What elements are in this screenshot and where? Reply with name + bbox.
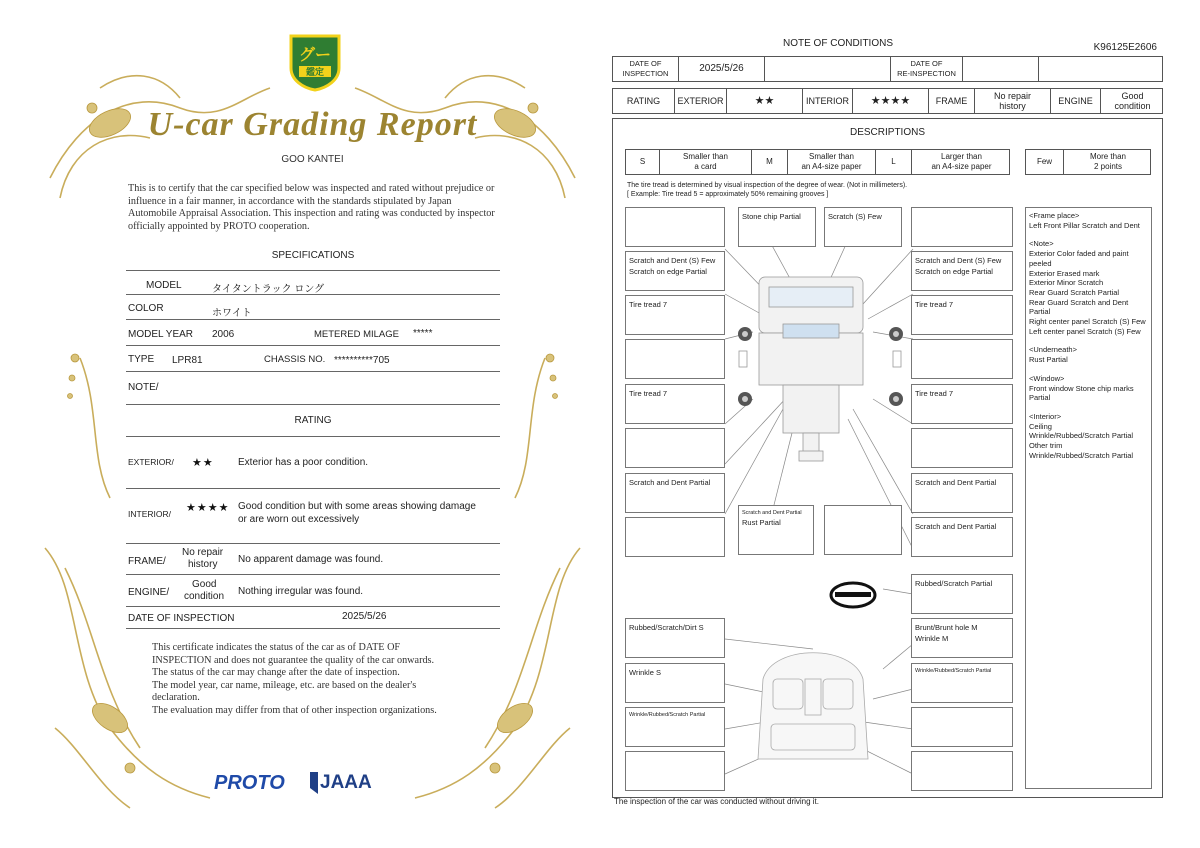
frame-value-2: history bbox=[188, 559, 218, 570]
frame-value-1: No repair bbox=[182, 547, 224, 558]
condition-box bbox=[911, 339, 1013, 379]
row-model-year bbox=[126, 320, 500, 346]
exterior-label: EXTERIOR bbox=[675, 89, 727, 113]
box-text: Tire tread 7 bbox=[915, 389, 954, 398]
box-text: Rust Partial bbox=[742, 518, 781, 527]
box-text: Tire tread 7 bbox=[629, 300, 668, 309]
box-text: Rubbed/Scratch Partial bbox=[915, 579, 993, 588]
box-text: Rubbed/Scratch/Dirt S bbox=[629, 623, 704, 632]
note-line: Left Front Pillar Scratch and Dent bbox=[1029, 220, 1140, 230]
legend-s-desc-2: a card bbox=[694, 162, 717, 171]
box-text: Stone chip Partial bbox=[742, 212, 801, 221]
interior-desc-1: Good condition but with some areas showing damage bbox=[238, 501, 476, 512]
interior-desc-2: or are worn out excessively bbox=[238, 514, 360, 525]
box-text: Brunt/Brunt hole M bbox=[915, 623, 978, 632]
legend-few: Few bbox=[1026, 150, 1064, 174]
footer-line: INSPECTION and does not guarantee the quality of the car onwards. bbox=[152, 654, 435, 666]
frame-value-1: No repair bbox=[993, 91, 1031, 101]
mileage-value: ***** bbox=[413, 328, 433, 339]
note-line: Front window Stone chip marks Partial bbox=[1029, 383, 1134, 403]
note-heading: <Underneath> bbox=[1029, 345, 1077, 355]
footer-line: This certificate indicates the status of the car as of DATE OF bbox=[152, 642, 401, 653]
note-line: Rear Guard Scratch Partial bbox=[1029, 287, 1120, 297]
grading-certificate bbox=[40, 28, 585, 828]
svg-text:グー: グー bbox=[298, 47, 332, 64]
row-color bbox=[126, 295, 500, 320]
box-text: Wrinkle M bbox=[915, 634, 949, 643]
type-value: LPR81 bbox=[172, 355, 203, 366]
goo-kantei-badge-icon bbox=[287, 32, 343, 92]
condition-box bbox=[911, 618, 1013, 658]
underneath-group bbox=[1029, 345, 1148, 364]
engine-value-2: condition bbox=[1114, 101, 1151, 111]
engine-value-1: Good bbox=[1121, 91, 1144, 101]
legend-s: S bbox=[626, 150, 660, 174]
condition-box bbox=[824, 207, 902, 247]
tire-note-1: The tire tread is determined by visual inspection of the degree of wear. (Not in millimeters). bbox=[627, 182, 908, 189]
condition-box bbox=[625, 207, 725, 247]
date-inspection-label-1: DATE OF bbox=[629, 59, 662, 68]
note-of-conditions bbox=[610, 30, 1165, 820]
legend-few-desc bbox=[1064, 150, 1152, 174]
row-type bbox=[126, 346, 500, 372]
frame-desc: No apparent damage was found. bbox=[238, 554, 384, 565]
reinspection-label-1: DATE OF bbox=[910, 59, 943, 68]
box-text: Tire tread 7 bbox=[629, 389, 668, 398]
condition-box bbox=[911, 207, 1013, 247]
box-text: Scratch and Dent Partial bbox=[915, 478, 997, 487]
note-line: Other trim bbox=[1029, 441, 1063, 451]
row-engine bbox=[126, 575, 500, 607]
condition-box bbox=[911, 251, 1013, 291]
date-empty-1 bbox=[765, 57, 891, 81]
tire-note-2: [ Example: Tire tread 5 = approximately 50% remaining grooves ] bbox=[627, 191, 829, 198]
legend-m-desc-1: Smaller than bbox=[809, 152, 854, 161]
engine-value-2: condition bbox=[184, 591, 225, 602]
row-interior bbox=[126, 489, 500, 544]
box-text: Wrinkle S bbox=[629, 668, 661, 677]
legend-few-desc-2: 2 points bbox=[1093, 162, 1123, 171]
inspection-footnote: The inspection of the car was conducted without driving it. bbox=[614, 797, 819, 806]
box-text: Tire tread 7 bbox=[915, 300, 954, 309]
date-table bbox=[612, 56, 1163, 82]
footer-line: The model year, car name, mileage, etc. are based on the dealer's bbox=[152, 679, 417, 691]
condition-box bbox=[625, 751, 725, 791]
type-label: TYPE bbox=[128, 354, 155, 365]
svg-text:鑑定: 鑑定 bbox=[305, 67, 325, 77]
condition-box bbox=[625, 473, 725, 513]
certificate-subtitle: GOO KANTEI bbox=[281, 154, 344, 165]
mileage-label: METERED MILAGE bbox=[314, 329, 399, 340]
legend-few-desc-1: More than bbox=[1089, 152, 1127, 161]
date-label: DATE OF INSPECTION bbox=[128, 613, 235, 624]
note-line: Right center panel Scratch (S) Few bbox=[1029, 317, 1146, 327]
note-line: Ceiling bbox=[1029, 421, 1052, 431]
box-text: Scratch and Dent (S) Few bbox=[629, 256, 716, 265]
condition-box bbox=[625, 663, 725, 703]
steering-wheel-icon bbox=[831, 583, 875, 607]
footer-line: The status of the car may change after the date of inspection. bbox=[152, 667, 400, 678]
box-text: Scratch on edge Partial bbox=[915, 267, 993, 276]
legend-l-desc-2: an A4-size paper bbox=[931, 162, 992, 171]
engine-desc: Nothing irregular was found. bbox=[238, 586, 364, 597]
model-value: タイタントラック ロング bbox=[212, 284, 325, 295]
note-line: Wrinkle/Rubbed/Scratch Partial bbox=[1029, 450, 1134, 460]
condition-box bbox=[625, 295, 725, 335]
legend-s-desc-1: Smaller than bbox=[683, 152, 728, 161]
legend-m: M bbox=[752, 150, 788, 174]
exterior-desc: Exterior has a poor condition. bbox=[238, 457, 369, 468]
exterior-label: EXTERIOR/ bbox=[128, 457, 174, 467]
exterior-stars: ★★ bbox=[192, 457, 214, 469]
reinspection-label-2: RE-INSPECTION bbox=[897, 69, 956, 78]
box-text: Wrinkle/Rubbed/Scratch Partial bbox=[915, 668, 992, 674]
condition-box bbox=[911, 473, 1013, 513]
note-heading: <Interior> bbox=[1029, 411, 1062, 421]
condition-box bbox=[911, 428, 1013, 468]
notes-code: K96125E2606 bbox=[1093, 42, 1157, 53]
footer-line: The evaluation may differ from that of other inspection organizations. bbox=[152, 704, 437, 716]
certificate-footer bbox=[152, 642, 492, 717]
frame-label: FRAME bbox=[929, 89, 975, 113]
note-line: Rear Guard Scratch and Dent Partial bbox=[1029, 297, 1129, 317]
frame-value-2: history bbox=[999, 101, 1026, 111]
row-note bbox=[126, 372, 500, 405]
descriptions-panel bbox=[612, 118, 1163, 798]
jaaa-logo: JAAA bbox=[320, 772, 372, 793]
model-year-label: MODEL YEAR bbox=[128, 329, 194, 340]
certificate-title: U-car Grading Report bbox=[147, 106, 478, 143]
condition-box bbox=[911, 751, 1013, 791]
exterior-stars: ★★ bbox=[727, 89, 803, 113]
date-value: 2025/5/26 bbox=[342, 611, 387, 622]
model-label: MODEL bbox=[146, 280, 182, 291]
frame-value bbox=[975, 89, 1051, 113]
note-group bbox=[1029, 239, 1148, 336]
condition-box bbox=[824, 505, 902, 555]
reinspection-value bbox=[963, 57, 1039, 81]
condition-box bbox=[911, 517, 1013, 557]
model-year-value: 2006 bbox=[212, 329, 235, 340]
footer-line: declaration. bbox=[152, 692, 200, 703]
date-inspection-label-2: INSPECTION bbox=[622, 69, 669, 78]
chassis-value: **********705 bbox=[334, 355, 390, 366]
row-model bbox=[126, 270, 500, 295]
engine-label: ENGINE/ bbox=[128, 587, 170, 598]
interior-label: INTERIOR bbox=[803, 89, 853, 113]
box-text: Scratch and Dent (S) Few bbox=[915, 256, 1002, 265]
row-exterior bbox=[126, 436, 500, 489]
rating-table bbox=[612, 88, 1163, 114]
notes-title: NOTE OF CONDITIONS bbox=[783, 38, 893, 49]
date-inspection-label bbox=[613, 57, 679, 81]
certificate-intro: This is to certify that the car specified below was inspected and rated without prejudice or influence in a fair manner, in accordance with the standards stipulated by Japan Automobile Appraisal Association. This inspection and rating was conducted by inspector officially appointed by PROTO cooperation. bbox=[128, 183, 495, 232]
condition-box bbox=[625, 618, 725, 658]
few-legend bbox=[1025, 149, 1151, 175]
frame-label: FRAME/ bbox=[128, 556, 166, 567]
frame-group bbox=[1029, 211, 1148, 230]
condition-box bbox=[911, 663, 1013, 703]
condition-box bbox=[625, 707, 725, 747]
date-inspection-value: 2025/5/26 bbox=[679, 57, 765, 81]
condition-box bbox=[625, 384, 725, 424]
row-frame bbox=[126, 544, 500, 575]
condition-box bbox=[625, 428, 725, 468]
engine-value bbox=[1101, 89, 1164, 113]
note-heading: <Window> bbox=[1029, 373, 1065, 383]
box-text: Wrinkle/Rubbed/Scratch Partial bbox=[629, 712, 706, 718]
note-line: Left center panel Scratch (S) Few bbox=[1029, 326, 1141, 336]
condition-box bbox=[911, 295, 1013, 335]
box-text: Scratch and Dent Partial bbox=[629, 478, 711, 487]
interior-stars: ★★★★ bbox=[186, 502, 230, 514]
interior-label: INTERIOR/ bbox=[128, 509, 171, 519]
box-text: Scratch (S) Few bbox=[828, 212, 882, 221]
engine-label: ENGINE bbox=[1051, 89, 1101, 113]
color-label: COLOR bbox=[128, 303, 164, 314]
engine-value-1: Good bbox=[192, 579, 217, 590]
window-group bbox=[1029, 374, 1148, 403]
note-label: NOTE/ bbox=[128, 382, 159, 393]
condition-box bbox=[625, 251, 725, 291]
reinspection-label bbox=[891, 57, 963, 81]
legend-l: L bbox=[876, 150, 912, 174]
condition-box bbox=[911, 707, 1013, 747]
rating-label: RATING bbox=[613, 89, 675, 113]
box-text: Scratch on edge Partial bbox=[629, 267, 707, 276]
condition-box bbox=[738, 505, 814, 555]
condition-box bbox=[911, 574, 1013, 614]
condition-box bbox=[625, 517, 725, 557]
interior-group bbox=[1029, 412, 1148, 461]
condition-box bbox=[738, 207, 816, 247]
legend-l-desc-1: Larger than bbox=[941, 152, 982, 161]
side-notes bbox=[1025, 207, 1152, 789]
jaaa-logo-icon bbox=[308, 770, 320, 796]
specifications-heading: SPECIFICATIONS bbox=[271, 250, 355, 261]
proto-logo: PROTO bbox=[214, 772, 285, 794]
chassis-label: CHASSIS NO. bbox=[264, 354, 326, 365]
box-text: Scratch and Dent Partial bbox=[742, 510, 802, 516]
note-heading: <Frame place> bbox=[1029, 211, 1080, 220]
row-date bbox=[126, 607, 500, 629]
date-empty-2 bbox=[1039, 57, 1164, 81]
note-line: Rust Partial bbox=[1029, 355, 1068, 365]
legend-m-desc-2: an A4-size paper bbox=[801, 162, 862, 171]
condition-box bbox=[625, 339, 725, 379]
condition-box bbox=[911, 384, 1013, 424]
descriptions-heading: DESCRIPTIONS bbox=[849, 127, 925, 138]
color-value: ホワイト bbox=[212, 308, 252, 319]
note-line: Exterior Minor Scratch bbox=[1029, 278, 1104, 288]
note-line: Wrinkle/Rubbed/Scratch Partial bbox=[1029, 431, 1134, 441]
interior-stars: ★★★★ bbox=[853, 89, 929, 113]
note-line: Exterior Erased mark bbox=[1029, 268, 1100, 278]
note-heading: <Note> bbox=[1029, 239, 1054, 249]
note-line: Exterior Color faded and paint peeled bbox=[1029, 249, 1129, 268]
box-text: Scratch and Dent Partial bbox=[915, 522, 997, 531]
rating-heading: RATING bbox=[294, 415, 332, 426]
